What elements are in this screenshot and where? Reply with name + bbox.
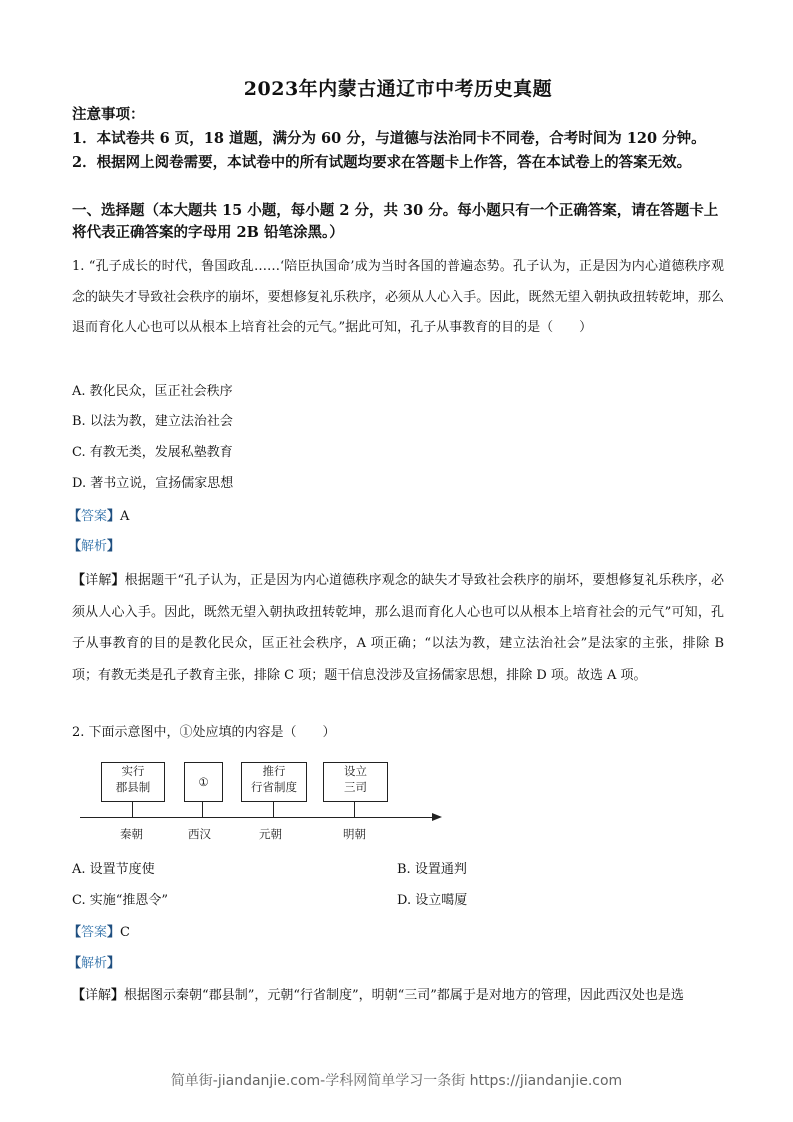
notice-heading: 注意事项： [72, 106, 145, 123]
answer-value: C [120, 925, 130, 940]
bracket-open: 【 [68, 956, 82, 971]
era-label-yuan: 元朝 [259, 827, 282, 841]
arrow-right-icon [432, 813, 442, 821]
bracket-close: 】 [111, 988, 125, 1003]
bracket-open: 【 [68, 509, 82, 524]
page-title: 2023年内蒙古通辽市中考历史真题 [243, 78, 553, 100]
bracket-close: 】 [107, 956, 121, 971]
bracket-open: 【 [72, 573, 86, 588]
question-1-answer [68, 507, 129, 527]
question-2-option-c: C. 实施“推恩令” [72, 893, 169, 908]
bracket-close: 】 [107, 925, 121, 940]
answer-value: A [120, 509, 130, 524]
question-2-analysis-tag [68, 954, 120, 974]
bracket-open: 【 [72, 988, 86, 1003]
question-1-option-a: A. 教化民众，匡正社会秩序 [72, 384, 233, 399]
era-label-qin: 秦朝 [120, 827, 143, 841]
question-1-option-b: B. 以法为教，建立法治社会 [72, 414, 233, 429]
notice-item-1: 1．本试卷共 6 页，18 道题，满分为 60 分，与道德与法治同卡不同卷，合考时间为 120 分钟。 [72, 130, 706, 147]
diagram-box-blank-1 [184, 762, 223, 802]
question-2-stem: 2. 下面示意图中，①处应填的内容是（ ） [72, 725, 336, 740]
question-2-option-a: A. 设置节度使 [72, 862, 155, 877]
footer-watermark: 简单街-jiandanjie.com-学科网简单学习一条街 https://jiandanjie.com [170, 1073, 623, 1089]
question-2-option-b: B. 设置通判 [397, 862, 467, 877]
diagram-tick [354, 801, 355, 817]
box-line-1: ① [198, 775, 209, 789]
bracket-open: 【 [68, 539, 82, 554]
diagram-tick [202, 801, 203, 817]
question-2-option-d: D. 设立噶厦 [397, 893, 468, 908]
timeline-diagram [80, 758, 450, 844]
question-1-stem: 1. “孔子成长的时代，鲁国政乱……‘陪臣执国命’成为当时各国的普遍态势。孔子认为，正是因为内心道德秩序观念的缺失才导致社会秩序的崩坏，要想修复礼乐秩序，必须从人心入手。因此，既然无望入朝执政扭转乾坤，那么退而育化人心也可以从根本上培育社会的元气。”据此可知，孔子从事教育的目的是（ ） [72, 259, 724, 335]
box-line-2: 郡县制 [115, 780, 151, 794]
era-label-ming: 明朝 [343, 827, 366, 841]
answer-label: 答案 [81, 509, 108, 524]
box-line-1: 推行 [262, 764, 286, 778]
question-1-option-c: C. 有教无类，发展私塾教育 [72, 445, 233, 460]
box-line-2: 三司 [344, 780, 367, 794]
bracket-close: 】 [107, 509, 121, 524]
box-line-2: 行省制度 [251, 780, 297, 794]
detail-text: 根据图示秦朝“郡县制”，元朝“行省制度”，明朝“三司”都属于是对地方的管理，因此西汉处也是选 [124, 988, 684, 1003]
box-line-1: 实行 [121, 764, 145, 778]
diagram-tick [273, 801, 274, 817]
diagram-box-qin [101, 762, 165, 802]
bracket-close: 】 [107, 539, 121, 554]
analysis-label: 解析 [81, 956, 108, 971]
diagram-box-yuan [241, 762, 307, 802]
question-1-analysis-tag [68, 537, 120, 557]
diagram-tick [132, 801, 133, 817]
detail-text: 根据题干“孔子认为，正是因为内心道德秩序观念的缺失才导致社会秩序的崩坏，要想修复礼乐秩序，必须从人心入手。因此，既然无望入朝执政扭转乾坤，那么退而育化人心也可以从根本上培育社会的元气”可知，孔子从事教育的目的是教化民众，匡正社会秩序，A 项正确；“以法为教，建立法治社会”是法家的主张，排除 B 项；有教无类是孔子教育主张，排除 C 项；题干信息没涉及宣扬儒家思想，排除 D 项。故选 A 项。 [72, 573, 724, 683]
section-heading-choice: 一、选择题（本大题共 15 小题，每小题 2 分，共 30 分。每小题只有一个正确答案，请在答题卡上将代表正确答案的字母用 2B 铅笔涂黑。） [72, 202, 719, 241]
diagram-box-ming [323, 762, 388, 802]
timeline-axis [80, 817, 438, 818]
bracket-open: 【 [68, 925, 82, 940]
question-1-option-d: D. 著书立说，宣扬儒家思想 [72, 476, 234, 491]
notice-item-2: 2．根据网上阅卷需要，本试卷中的所有试题均要求在答题卡上作答，答在本试卷上的答案无效。 [72, 154, 692, 171]
answer-label: 答案 [81, 925, 108, 940]
bracket-close: 】 [111, 573, 125, 588]
box-line-1: 设立 [344, 764, 367, 778]
question-1-detail [72, 565, 724, 691]
analysis-label: 解析 [81, 539, 108, 554]
detail-label: 详解 [85, 988, 112, 1003]
question-2-answer [68, 923, 130, 943]
question-2-detail [72, 980, 724, 1012]
era-label-western-han: 西汉 [188, 827, 211, 841]
detail-label: 详解 [85, 573, 112, 588]
